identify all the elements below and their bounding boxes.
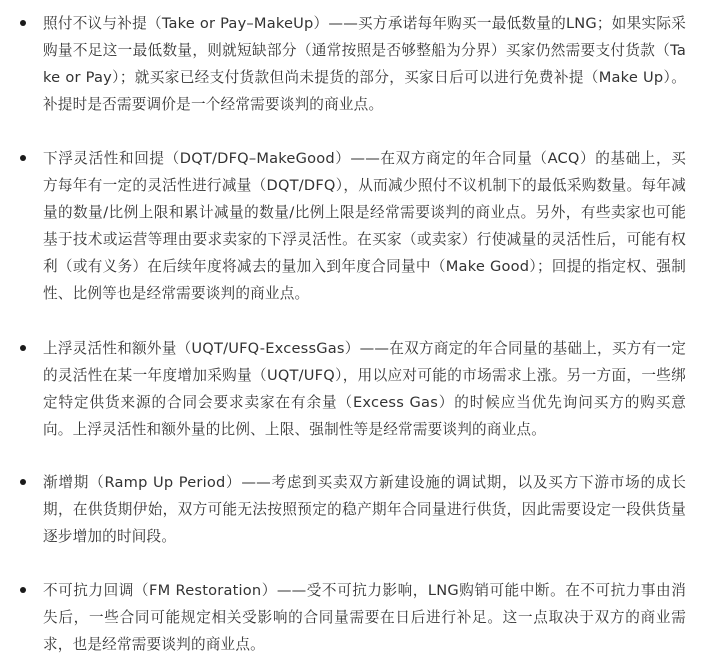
list-item-text: 渐增期（Ramp Up Period）——考虑到买卖双方新建设施的调试期，以及买方下游市场的成长期，在供货期伊始，双方可能无法按照预定的稳产期年合同量进行供货，因此需要设定一段供货量逐步增加的时间段。 — [43, 474, 686, 545]
list-item-take-or-pay — [0, 10, 686, 118]
bullet-icon — [20, 345, 26, 351]
list-item-text: 不可抗力回调（FM Restoration）——受不可抗力影响，LNG购销可能中断。在不可抗力事由消失后，一些合同可能规定相关受影响的合同量需要在日后进行补足。这一点取决于双方的商业需求，也是经常需要谈判的商业点。 — [43, 582, 686, 653]
list-item-text: 上浮灵活性和额外量（UQT/UFQ-ExcessGas）——在双方商定的年合同量的基础上，买方有一定的灵活性在某一年度增加采购量（UQT/UFQ），用以应对可能的市场需求上涨。另一方面，一些绑定特定供货来源的合同会要求卖家在有余量（Excess Gas）的时候应当优先询问买方的购买意向。上浮灵活性和额外量的比例、上限、强制性等是经常需要谈判的商业点。 — [43, 340, 686, 438]
list-item-downward-flexibility — [0, 145, 686, 307]
list-item-ramp-up-period — [0, 469, 686, 550]
bullet-list — [0, 10, 686, 658]
list-item-text: 下浮灵活性和回提（DQT/DFQ–MakeGood）——在双方商定的年合同量（ACQ）的基础上，买方每年有一定的灵活性进行减量（DQT/DFQ），从而减少照付不议机制下的最低采购数量。每年减量的数量/比例上限和累计减量的数量/比例上限是经常需要谈判的商业点。另外，有些卖家也可能基于技术或运营等理由要求卖家的下浮灵活性。在买家（或卖家）行使减量的灵活性后，可能有权利（或有义务）在后续年度将减去的量加入到年度合同量中（Make Good）；回提的指定权、强制性、比例等也是经常需要谈判的商业点。 — [43, 150, 686, 302]
bullet-icon — [20, 479, 26, 485]
list-item-fm-restoration — [0, 577, 686, 658]
bullet-icon — [20, 155, 26, 161]
bullet-icon — [20, 587, 26, 593]
list-item-upward-flexibility — [0, 335, 686, 443]
bullet-icon — [20, 20, 26, 26]
list-item-text: 照付不议与补提（Take or Pay–MakeUp）——买方承诺每年购买一最低数量的LNG；如果实际采购量不足这一最低数量，则就短缺部分（通常按照是否够整船为分界）买家仍然需要支付货款（Take or Pay）；就买家已经支付货款但尚未提货的部分，买家日后可以进行免费补提（Make Up）。补提时是否需要调价是一个经常需要谈判的商业点。 — [43, 15, 686, 113]
